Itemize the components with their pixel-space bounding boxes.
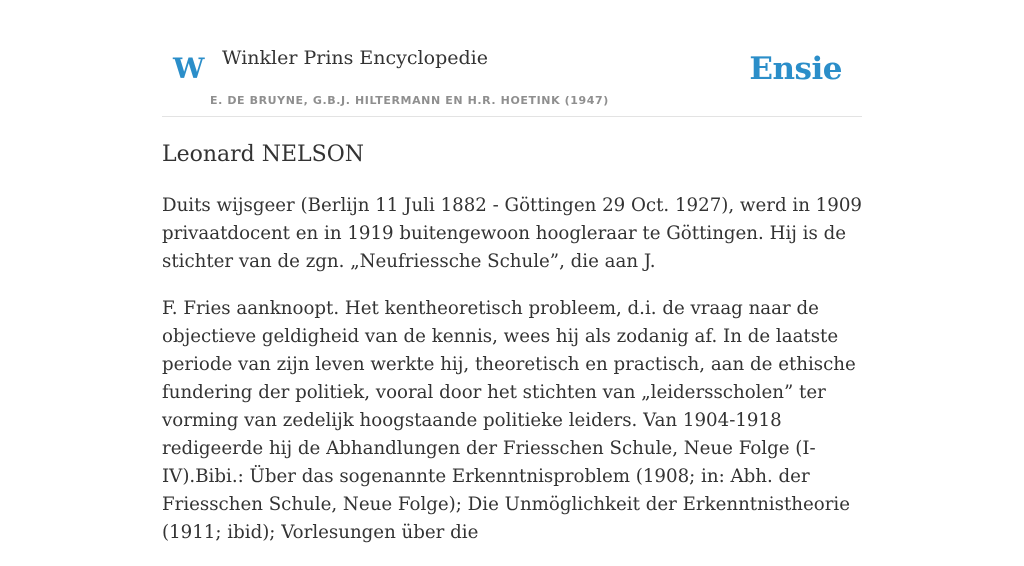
article-paragraph: Duits wijsgeer (Berlijn 11 Juli 1882 - Göttingen 29 Oct. 1927), werd in 1909 privaatdocent en in 1919 buitengewoon hoogleraar te Göttingen. Hij is de stichter van de zgn. „Neufriessche Schule”, die aan J. [162, 195, 862, 272]
article-card [162, 0, 862, 543]
source-header [162, 0, 862, 117]
article-title: Leonard NELSON [162, 142, 365, 167]
source-title[interactable]: Winkler Prins Encyclopedie [222, 47, 488, 69]
article-paragraph: F. Fries aanknoopt. Het kentheoretisch probleem, d.i. de vraag naar de objectieve geldigheid van de kennis, wees hij als zodanig af. In de laatste periode van zijn leven werkte hij, theoretisch en practisch, aan de ethische fundering der politiek, vooral door het stichten van „leidersscholen” ter vorming van zedelijk hoogstaande politieke leiders. Van 1904-1918 redigeerde hij de Abhandlungen der Friesschen Schule, Neue Folge (I-IV).Bibi.: Über das sogenannte Erkenntnisproblem (1908; in: Abh. der Friesschen Schule, Neue Folge); Die Unmöglichkeit der Erkenntnistheorie (1911; ibid); Vorlesungen über die [162, 298, 856, 543]
source-authors: E. DE BRUYNE, G.B.J. HILTERMANN EN H.R. HOETINK (1947) [210, 94, 609, 107]
article-body [162, 192, 868, 566]
ensie-logo[interactable]: Ensie [749, 51, 842, 87]
source-logo[interactable]: W [173, 52, 205, 85]
